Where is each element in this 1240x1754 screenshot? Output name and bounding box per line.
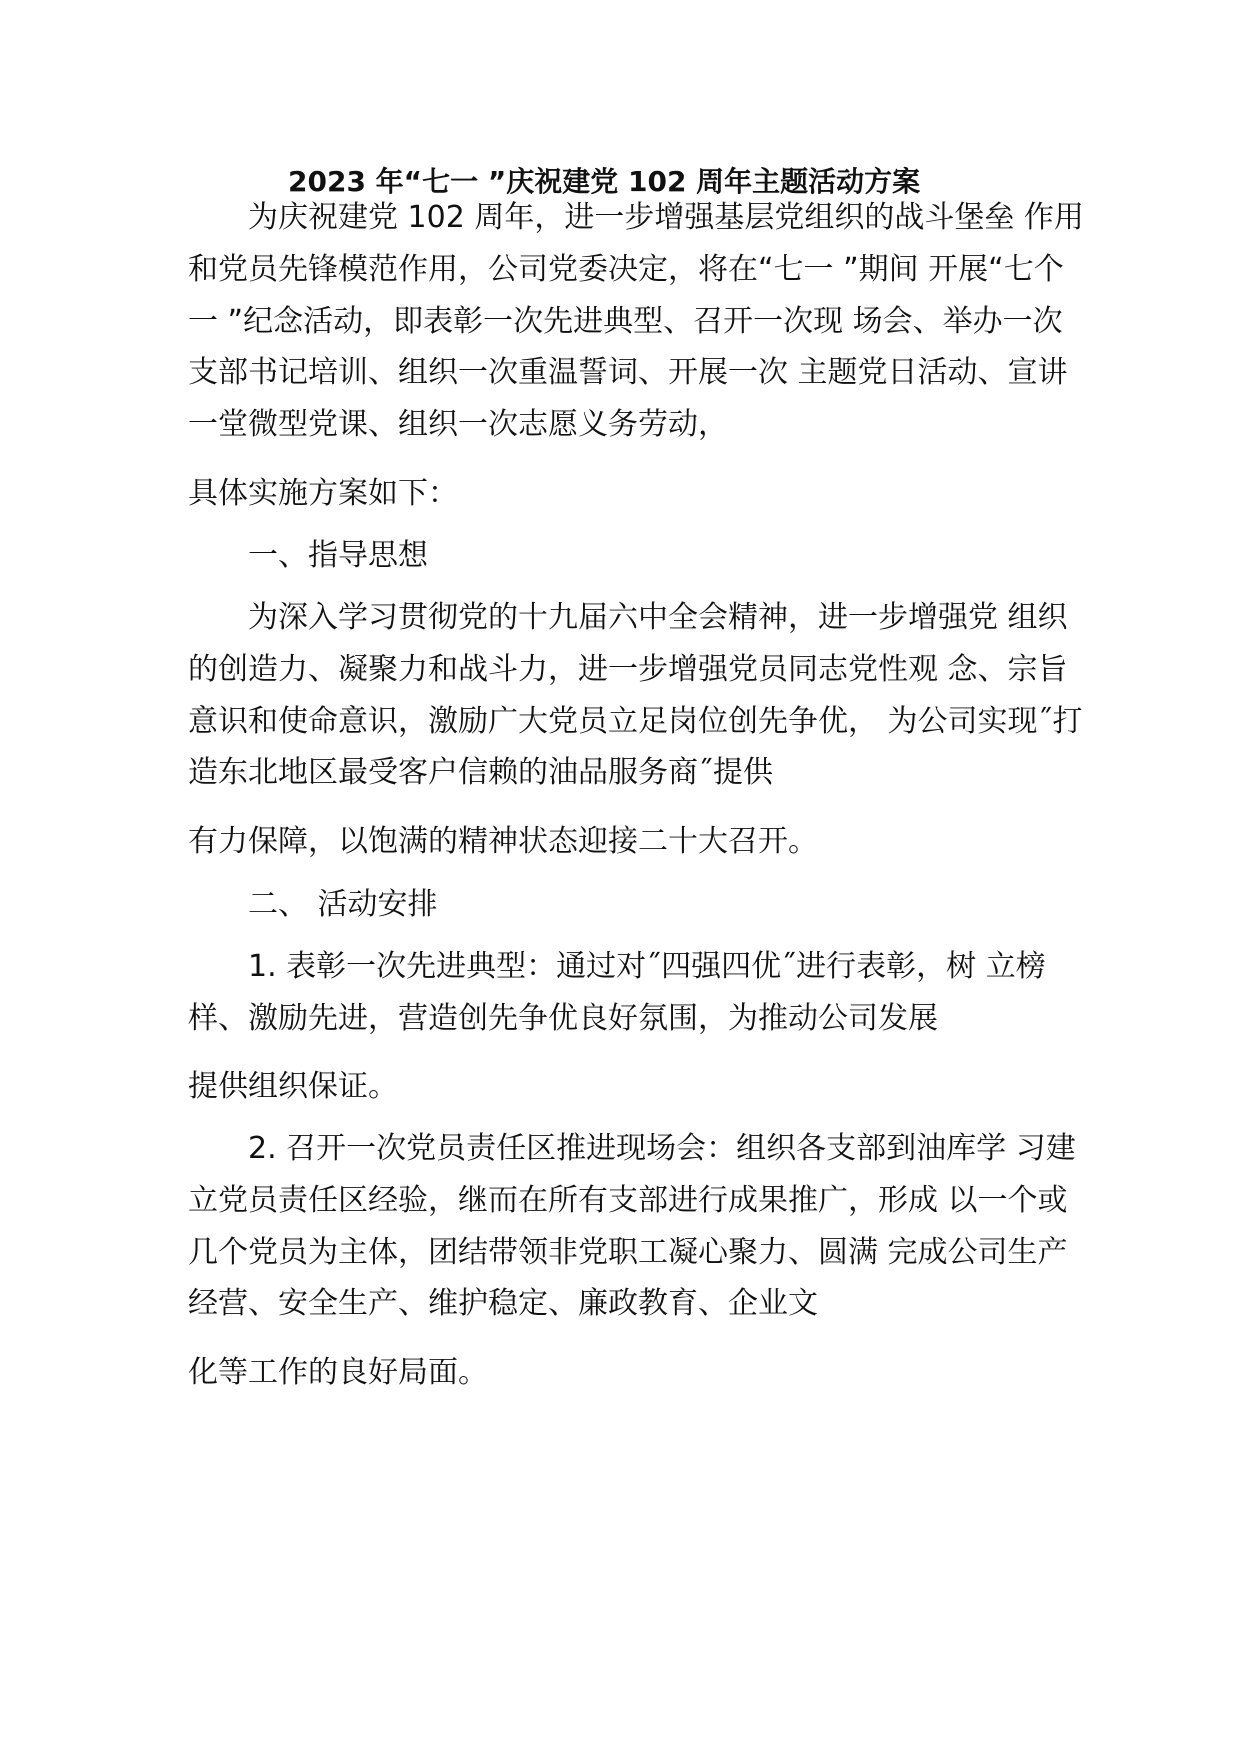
body-line-8: 为深入学习贯彻党的十九届六中全会精神，进一步增强党 组织 [248, 600, 1068, 635]
body-line-9: 的创造力、凝聚力和战斗力，进一步增强党员同志党性观 念、宗旨 [188, 652, 1068, 687]
body-line-6: 具体实施方案如下： [188, 476, 458, 511]
body-line-17: 2. 召开一次党员责任区推进现场会：组织各支部到油库学 习建 [248, 1131, 1076, 1166]
body-line-19: 几个党员为主体，团结带领非党职工凝心聚力、圆满 完成公司生产 [188, 1235, 1068, 1270]
body-line-11: 造东北地区最受客户信赖的油品服务商˝提供 [188, 755, 773, 790]
body-line-21: 化等工作的良好局面。 [188, 1355, 488, 1390]
body-line-4: 支部书记培训、组织一次重温誓词、开展一次 主题党日活动、宣讲 [188, 355, 1068, 390]
body-line-20: 经营、安全生产、维护稳定、廉政教育、企业文 [188, 1286, 818, 1321]
section-heading-2: 二、 活动安排 [248, 887, 438, 922]
body-line-12: 有力保障，以饱满的精神状态迎接二十大召开。 [188, 824, 818, 859]
section-heading-1: 一、指导思想 [248, 538, 428, 573]
body-line-5: 一堂微型党课、组织一次志愿义务劳动， [188, 407, 728, 442]
body-line-16: 提供组织保证。 [188, 1069, 398, 1104]
body-line-14: 1. 表彰一次先进典型：通过对˝四强四优˝进行表彰，树 立榜 [248, 949, 1046, 984]
body-line-10: 意识和使命意识，激励广大党员立足岗位创先争优， 为公司实现˝打 [188, 704, 1083, 739]
body-line-1: 为庆祝建党 102 周年，进一步增强基层党组织的战斗堡垒 作用 [248, 200, 1084, 235]
body-line-18: 立党员责任区经验，继而在所有支部进行成果推广，形成 以一个或 [188, 1183, 1068, 1218]
body-line-2: 和党员先锋模范作用，公司党委决定，将在“七一 ”期间 开展“七个 [188, 252, 1064, 287]
document-title: 2023 年“七一 ”庆祝建党 102 周年主题活动方案 [288, 165, 921, 198]
body-line-15: 样、激励先进，营造创先争优良好氛围，为推动公司发展 [188, 1001, 938, 1036]
body-line-3: 一 ”纪念活动，即表彰一次先进典型、召开一次现 场会、举办一次 [188, 304, 1063, 339]
